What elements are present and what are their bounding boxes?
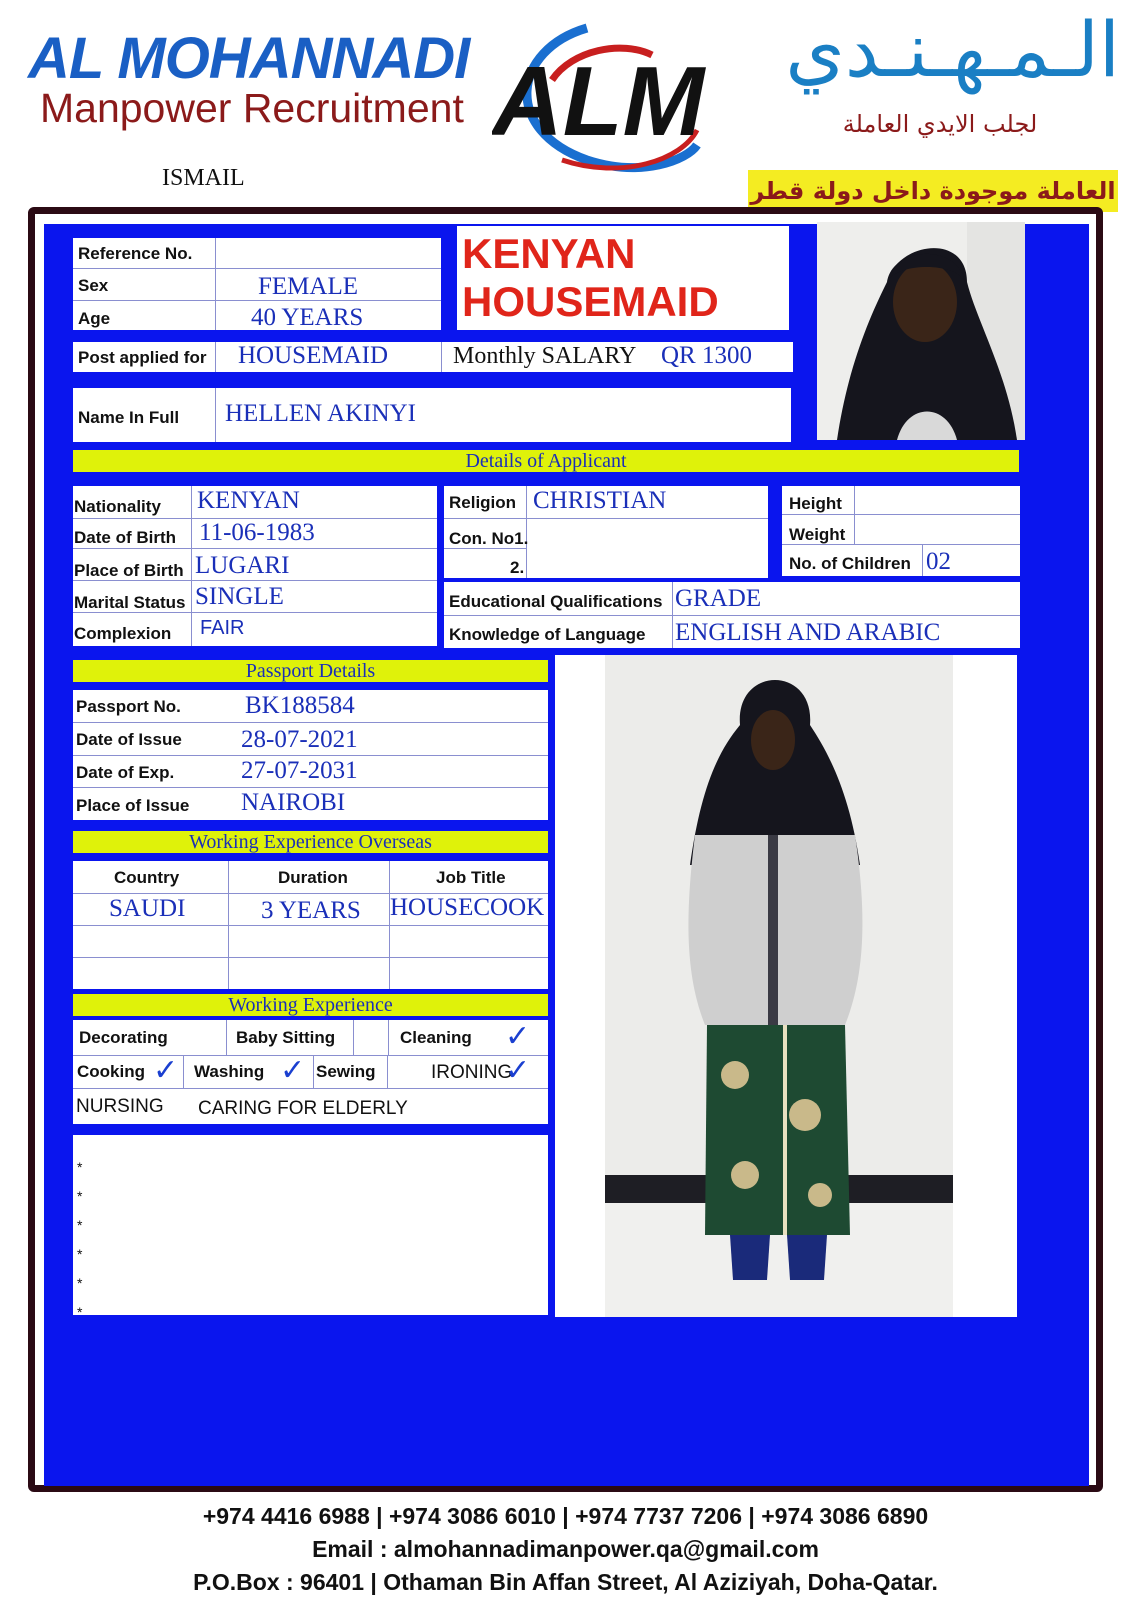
complexion-label: Complexion xyxy=(74,624,172,643)
marital-value: SINGLE xyxy=(195,583,284,610)
skill-cleaning: Cleaning xyxy=(400,1028,472,1047)
contact2-label: 2. xyxy=(510,558,525,577)
note-bullet: * xyxy=(77,1275,83,1291)
nationality-label: Nationality xyxy=(74,497,161,516)
nationality-value: KENYAN xyxy=(197,487,300,514)
name-value: HELLEN AKINYI xyxy=(225,400,416,427)
full-body-photo-frame xyxy=(555,655,1017,1317)
post-value: HOUSEMAID xyxy=(238,342,388,369)
marital-label: Marital Status xyxy=(74,593,186,612)
salary-value: QR 1300 xyxy=(661,342,752,369)
contact-footer xyxy=(0,1500,1131,1599)
overseas-country-cell: SAUDI xyxy=(109,895,186,922)
brand-tagline-arabic: لجلب الايدي العاملة xyxy=(842,110,1038,138)
salary-label: Monthly SALARY xyxy=(453,343,637,369)
brand-name-arabic: الـمـهـنـدي xyxy=(785,5,1120,94)
education-language-box xyxy=(444,582,1020,648)
skill-nursing: NURSING xyxy=(76,1096,164,1117)
skill-sewing: Sewing xyxy=(316,1062,376,1081)
height-label: Height xyxy=(789,494,842,513)
title-box xyxy=(457,226,789,330)
issue-date-label: Date of Issue xyxy=(76,730,182,749)
language-value: ENGLISH AND ARABIC xyxy=(675,619,941,646)
skills-grid xyxy=(73,1020,548,1124)
cleaning-check-icon: ✓ xyxy=(505,1019,531,1054)
physical-details-box xyxy=(782,486,1020,576)
brand-tagline-english: Manpower Recruitment xyxy=(40,85,464,131)
pob-value: LUGARI xyxy=(195,552,290,579)
religion-contact-box xyxy=(444,486,768,578)
skill-decorating: Decorating xyxy=(79,1028,168,1047)
ironing-check-icon: ✓ xyxy=(505,1053,531,1088)
washing-check-icon: ✓ xyxy=(280,1053,306,1088)
notes-box xyxy=(73,1135,548,1320)
alm-logo xyxy=(492,10,742,180)
skill-baby-sitting: Baby Sitting xyxy=(236,1028,336,1047)
footer-email: Email : almohannadimanpower.qa@gmail.com xyxy=(312,1536,819,1562)
education-label: Educational Qualifications xyxy=(449,592,663,611)
passport-no-value: BK188584 xyxy=(245,692,355,719)
note-bullet: * xyxy=(77,1246,83,1262)
overseas-heading: Working Experience Overseas xyxy=(73,831,548,853)
religion-label: Religion xyxy=(449,493,517,512)
dob-value: 11-06-1983 xyxy=(199,519,315,546)
experience-heading: Working Experience xyxy=(73,994,548,1016)
age-label: Age xyxy=(78,309,111,328)
brand-name-english: AL MOHANNADI xyxy=(28,26,470,91)
skill-ironing: IRONING xyxy=(431,1062,513,1083)
children-label: No. of Children xyxy=(789,554,911,573)
logo-text: ALM xyxy=(492,46,705,156)
passport-no-label: Passport No. xyxy=(76,697,181,716)
col-country: Country xyxy=(114,868,180,887)
agent-name: ISMAIL xyxy=(162,165,245,191)
skill-washing: Washing xyxy=(194,1062,265,1081)
footer-address: P.O.Box : 96401 | Othaman Bin Affan Street, Al Aziziyah, Doha-Qatar. xyxy=(193,1569,938,1595)
overseas-table xyxy=(73,861,548,989)
skill-cooking: Cooking xyxy=(77,1062,145,1081)
col-duration: Duration xyxy=(278,868,348,887)
complexion-value: FAIR xyxy=(200,617,245,639)
name-label: Name In Full xyxy=(78,408,180,427)
passport-heading: Passport Details xyxy=(73,660,548,682)
children-value: 02 xyxy=(926,548,951,575)
overseas-job-cell: HOUSECOOK xyxy=(390,894,545,921)
note-bullet: * xyxy=(77,1217,83,1233)
post-label: Post applied for xyxy=(78,348,207,367)
note-bullet: * xyxy=(77,1159,83,1175)
sex-label: Sex xyxy=(78,276,109,295)
arabic-availability-banner: العاملة موجودة داخل دولة قطر xyxy=(748,170,1118,212)
col-job-title: Job Title xyxy=(436,868,506,887)
issue-place-label: Place of Issue xyxy=(76,796,190,815)
applicant-portrait-photo xyxy=(817,222,1025,440)
title-nationality: KENYAN xyxy=(462,230,636,277)
reference-label: Reference No. xyxy=(78,244,193,263)
issue-place-value: NAIROBI xyxy=(241,789,346,816)
note-bullet: * xyxy=(77,1188,83,1204)
full-name-row xyxy=(73,388,791,442)
applicant-full-body-photo xyxy=(605,655,953,1317)
post-salary-row xyxy=(73,342,793,372)
title-position: HOUSEMAID xyxy=(462,278,719,325)
issue-date-value: 28-07-2021 xyxy=(241,726,358,753)
passport-box xyxy=(73,690,548,820)
weight-label: Weight xyxy=(789,525,846,544)
overseas-duration-cell: 3 YEARS xyxy=(261,897,361,924)
pob-label: Place of Birth xyxy=(74,561,184,580)
contact1-label: Con. No1. xyxy=(449,529,529,548)
footer-phones: +974 4416 6988 | +974 3086 6010 | +974 7737 7206 | +974 3086 6890 xyxy=(202,1503,929,1529)
basic-info-box xyxy=(73,238,441,330)
personal-details-box xyxy=(73,486,437,646)
dob-label: Date of Birth xyxy=(74,528,176,547)
education-value: GRADE xyxy=(675,585,762,612)
expiry-date-label: Date of Exp. xyxy=(76,763,175,782)
age-value: 40 YEARS xyxy=(251,304,364,331)
religion-value: CHRISTIAN xyxy=(533,487,667,514)
cooking-check-icon: ✓ xyxy=(153,1053,179,1088)
language-label: Knowledge of Language xyxy=(449,625,646,644)
skill-caring-elderly: CARING FOR ELDERLY xyxy=(198,1098,408,1119)
note-bullet: * xyxy=(77,1304,83,1320)
sex-value: FEMALE xyxy=(258,273,358,300)
expiry-date-value: 27-07-2031 xyxy=(241,757,358,784)
details-heading: Details of Applicant xyxy=(73,450,1019,472)
